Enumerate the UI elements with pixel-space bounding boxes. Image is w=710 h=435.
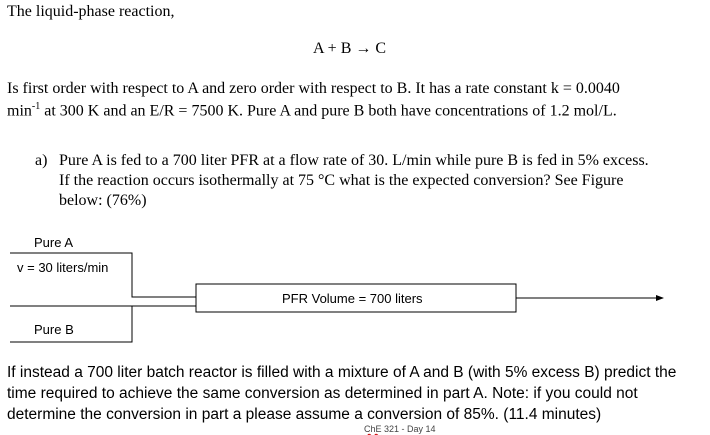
problem-statement-line-1: Is first order with respect to A and zero order with respect to B. It has a rate constant k = 0.0040 [7,80,620,97]
flow-rate-label: v = 30 liters/min [17,260,109,275]
part-a-line-2: If the reaction occurs isothermally at 75 °C what is the expected conversion? See Figure [59,172,624,189]
min-exponent: -1 [31,101,41,112]
intro-text: The liquid-phase reaction, [7,3,175,20]
part-a-line-1: Pure A is fed to a 700 liter PFR at a flow rate of 30. L/min while pure B is fed in 5% excess. [59,152,649,169]
min-unit: min [7,102,32,120]
pfr-volume-label: PFR Volume = 700 liters [282,291,423,306]
footer-course: ChE [364,424,382,434]
pure-a-label: Pure A [34,235,74,250]
part-a-marker: a) [35,152,48,169]
part-a-line-3: below: (76%) [59,192,147,209]
pure-b-label: Pure B [34,322,74,337]
footer-day: 321 - Day 14 [381,424,436,434]
part-b-line-3: determine the conversion in part a please assume a conversion of 85%. (11.4 minutes) [7,406,602,423]
problem-statement-line-2-rest: at 300 K and an E/R = 7500 K. Pure A and pure B both have concentrations of 1.2 mol/L. [40,102,617,120]
reaction-equation: A + B → C [313,40,387,57]
part-b-line-1: If instead a 700 liter batch reactor is filled with a mixture of A and B (with 5% excess B) predict the [7,364,677,381]
slide-footer [364,424,436,434]
part-b-line-2: time required to achieve the same conversion as determined in part A. Note: if you could not [7,385,638,402]
